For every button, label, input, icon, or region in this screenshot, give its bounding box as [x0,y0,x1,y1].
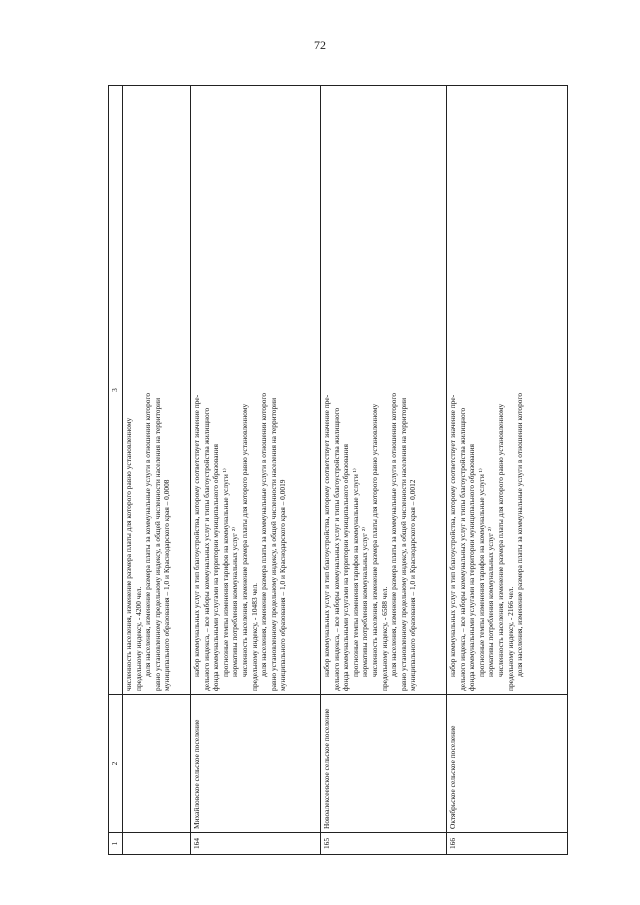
description-line: нормативы потребления коммунальных услуг ²⁾ [360,527,370,677]
description-line: набор коммунальных услуг и тип благоустройства, которому соответствует значение пре- [192,394,201,677]
table-header-row [109,86,123,854]
description-cell [321,86,446,694]
description-line: доля населения, изменение размера платы за коммунальные услуги в отношении которого [143,392,153,677]
description-cell [123,86,190,694]
header-col-2: 2 [109,694,122,832]
table-row-164 [191,86,321,854]
table-row-165 [321,86,447,854]
table-row-continuation [123,86,191,854]
description-line: дельного индекса, – все наборы коммунальных услуг и типы благоустройства жилищного [201,407,211,691]
description-line: нормативы потребления коммунальных услуг ²⁾ [230,527,240,677]
description-line: доля населения, изменение размера платы за коммунальные услуги в отношении которого [389,392,399,677]
page-number: 72 [314,38,326,52]
description-line: численность населения, изменение размера платы для которого равно установленному [239,403,249,677]
description-line: предельному индексу, - 2166 чел. [505,586,515,691]
description-line: численность населения, изменение размера платы для которого равно установленному [369,403,379,677]
description-line: предельному индексу, - 6588 чел. [379,586,389,691]
description-line: фонда коммунальными услугами на территории муниципального образования [467,444,477,691]
description-line: прогнозные темпы изменения тарифов на коммунальные услуги ¹⁾ [350,468,360,677]
description-line: нормативы потребления коммунальных услуг ²⁾ [486,527,496,677]
description-line: фонда коммунальными услугами на территории муниципального образования [341,444,351,691]
table-row-166 [447,86,567,854]
description-line: предельному индексу, - 4200 чел. [133,586,143,691]
row-number-cell: 164 [191,832,320,854]
description-line: доля населения, изменение размера платы за коммунальные услуги в отношении которого [515,392,525,677]
municipality-cell [123,694,190,832]
description-line: дельного индекса, – все наборы коммунальных услуг и типы благоустройства жилищного [331,407,341,691]
description-line: муниципального образования – 1,0 и Краснодарского края – 0,0012 [408,479,418,691]
description-line: равно установленному предельному индексу, в общей численности населения на территории [268,397,278,691]
description-line: набор коммунальных услуг и тип благоустройства, которому соответствует значение пре- [448,394,457,677]
row-number-cell: 166 [447,832,567,854]
description-cell [447,86,567,694]
description-line: дельного индекса, – все наборы коммунальных услуг и типы благоустройства жилищного [457,407,467,691]
municipality-cell: Октябрьское сельское поселение [447,694,567,832]
description-line: прогнозные темпы изменения тарифов на коммунальные услуги ¹⁾ [220,468,230,677]
description-line: численность населения, изменение размера платы для которого равно установленному [124,417,133,691]
description-line: муниципального образования – 1,0 и Краснодарского края – 0,0008 [162,479,172,691]
header-col-1: 1 [109,832,122,854]
description-line: равно установленному предельному индексу, в общей численности населения на территории [152,397,162,691]
rotated-table-wrapper [108,85,568,855]
description-line: прогнозные темпы изменения тарифов на коммунальные услуги ¹⁾ [476,468,486,677]
description-line: численность населения, изменение размера платы для которого равно установленному [495,403,505,677]
description-line: предельному индексу, - 10483 чел. [249,582,259,691]
municipality-cell: Новоалексеевское сельское поселение [321,694,446,832]
description-line: муниципального образования – 1,0 и Краснодарского края – 0,0019 [278,479,288,691]
municipality-cell: Михайловское сельское поселение [191,694,320,832]
description-line: набор коммунальных услуг и тип благоустройства, которому соответствует значение пре- [322,394,331,677]
description-line: фонда коммунальными услугами на территории муниципального образования [211,444,221,691]
header-col-3: 3 [110,388,119,392]
description-cell [191,86,320,694]
description-line: доля населения, изменение размера платы за коммунальные услуги в отношении которого [259,392,269,677]
row-number-cell: 165 [321,832,446,854]
row-number-cell [123,832,190,854]
description-line: равно установленному предельному индексу, в общей численности населения на территории [398,397,408,691]
indicator-table [108,85,568,855]
